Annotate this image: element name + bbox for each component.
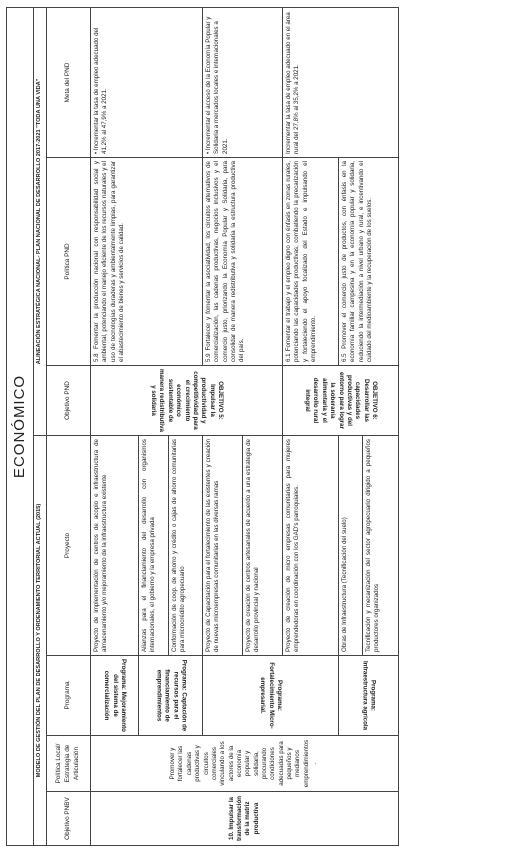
meta-pnd-cell-2 [202, 7, 282, 157]
meta-pnd-cell-1 [90, 7, 202, 157]
objetivo-pnd-text-6: OBJETIVO 6: Desarrollar las capacidades productivas y del entorno para lograr la soberanía alimentaria y el desarrollo rural integral [304, 371, 378, 430]
objetivo-pnbv-cell [90, 792, 398, 846]
objetivo-pnd-cell-6 [282, 366, 398, 436]
programa-cell-3 [202, 656, 338, 736]
proyecto-cell-4: Proyecto de Capacitación para el fortalecimiento de las existentes y creación de nuevas microempresas comunitarias en las diversas ramas [202, 436, 242, 656]
meta-pnd-text-2: • Incrementar el acceso de la Economía Popular y Solidaria a mercados locales e internacionales a 2021. [205, 17, 229, 154]
page-title: ECONÓMICO [7, 7, 34, 845]
group-header-right: ALINEACIÓN ESTRATÉGICA NACIONAL- PLAN NACIONAL DE DESARROLLO 2017-2021 "TODA UNA VIDA" [34, 7, 47, 435]
meta-pnd-cell-3 [282, 7, 398, 157]
proyecto-cell-1: Proyecto de implementación de centros de acopio e infraestructura de almacenamiento y/o mejoramiento de la infraestructura existente [90, 436, 138, 656]
politica-pnd-cell-65: 6.5 Promover el comercio justo de productos, con énfasis en la economía familiar campesina y en la economía popular y solidaria, reduciendo la intermediación a nivel urbano y rural, e incentivando el cuidado del medioambiente y la recuperación de los suelos. [338, 158, 398, 366]
alignment-table [6, 7, 399, 846]
politica-pnd-cell-59: 5.9 Fortalecer y fomentar la asociatividad, los circuitos alternativos de comercialización, las cadenas productivas, negocios inclusivos y el comercio justo, priorizando la Economía Popular y Solidaria, para consolidar de manera redistributiva y solidaria la estructura productiva del país. [202, 158, 282, 366]
objetivo-pnd-text-5: OBJETIVO 5: Impulsar la productividad y competitividad para el crecimiento económico sustentable de manera redistributiva y solidaria [150, 369, 224, 432]
group-header-left: MODELO DE GESTIÓN DEL PLAN DE DESARROLLO Y ORDENAMIENTO TERRITORIAL ACTUAL (2015) [34, 436, 47, 846]
meta-pnd-text-1: • Incrementar la tasa de empleo adecuado del 41,2% al 47,9% a 2021. [93, 28, 108, 154]
politica-pnd-cell-61: 6.1 Fomentar el trabajo y el empleo digno con énfasis en zonas rurales, potenciando las capacidades productivas, combatiendo la precarización y fortaleciendo el apoyo focalizado del Estado e impulsando el emprendimiento. [282, 158, 338, 366]
objetivo-pnd-cell-5 [90, 366, 282, 436]
programa-cell-4 [338, 656, 398, 736]
proyecto-cell-8: Tecnificación y mecanización del sector agropecuario dirigido a pequeños productores organizados [362, 436, 398, 656]
programa-cell-2 [138, 656, 202, 736]
meta-pnd-text-3: Incrementar la tasa de empleo adecuado en el área rural del 27,8% al 35,2% a 2021. [284, 12, 301, 154]
programa-cell-1 [90, 656, 138, 736]
programa-text-1: Programa: Mejoramiento del sistema de comercialización [103, 659, 127, 732]
programa-text-4: Programa: Infraestructura agrícola [361, 660, 377, 731]
programa-text-2: Programa: Captación de recursos para el financiamiento de emprendimientos [154, 659, 188, 732]
col-header-politica-pnd: Política PND [46, 158, 90, 366]
proyecto-cell-5: Proyecto de creación de centros artesanales de acuerdo a una estrategia de desarrollo provincial y nacional [242, 436, 282, 656]
col-header-objetivo-pnbv: Objetivo PNBV [46, 792, 90, 846]
col-header-meta-pnd: Meta del PND [46, 7, 90, 157]
proyecto-cell-2: Alianzas para el financiamiento del desarrollo con organismos internacionales, el gobierno y la empresa privada [138, 436, 168, 656]
col-header-proyecto: Proyecto [46, 436, 90, 656]
proyecto-cell-7: Obras de Infraestructura (Tecnificación del suelo) [338, 436, 362, 656]
col-header-objetivo-pnd: Objetivo PND [46, 366, 90, 436]
proyecto-cell-3: Conformación de coop. de ahorro y crédito o cajas de ahorro comunitarias para microcrédito agropecuario [168, 436, 202, 656]
politica-pnd-cell-58: 5.8 Fomentar la producción nacional con responsabilidad social y ambiental, potenciando el manejo eficiente de los recursos naturales y el uso de tecnologías duraderas y ambientalmente limpias, para garantizar el abastecimiento de bienes y servicios de calidad. [90, 158, 202, 366]
objetivo-pnbv-text: 10. Impulsar la transformación de la matriz productiva [227, 795, 260, 842]
politica-local-text: Promover y fortalecer las cadenas productivas y circuitos comerciales vinculando a los actores de la economía popular y solidaria, procurando condiciones adecuadas para pequeños y medianos emprendimientos. [169, 739, 319, 788]
col-header-politica-local: Política Local/ Estrategia de Articulación [46, 736, 90, 792]
proyecto-cell-6: Proyecto de creación de micro empresas comunitarias para mujeres emprendedoras en coordinación con los GAD's parroquiales. [282, 436, 338, 656]
politica-local-cell [90, 736, 398, 792]
programa-text-3: Programa: Fortalecimiento Micro-empresarial. [259, 662, 283, 729]
col-header-programa: Programa [46, 656, 90, 736]
